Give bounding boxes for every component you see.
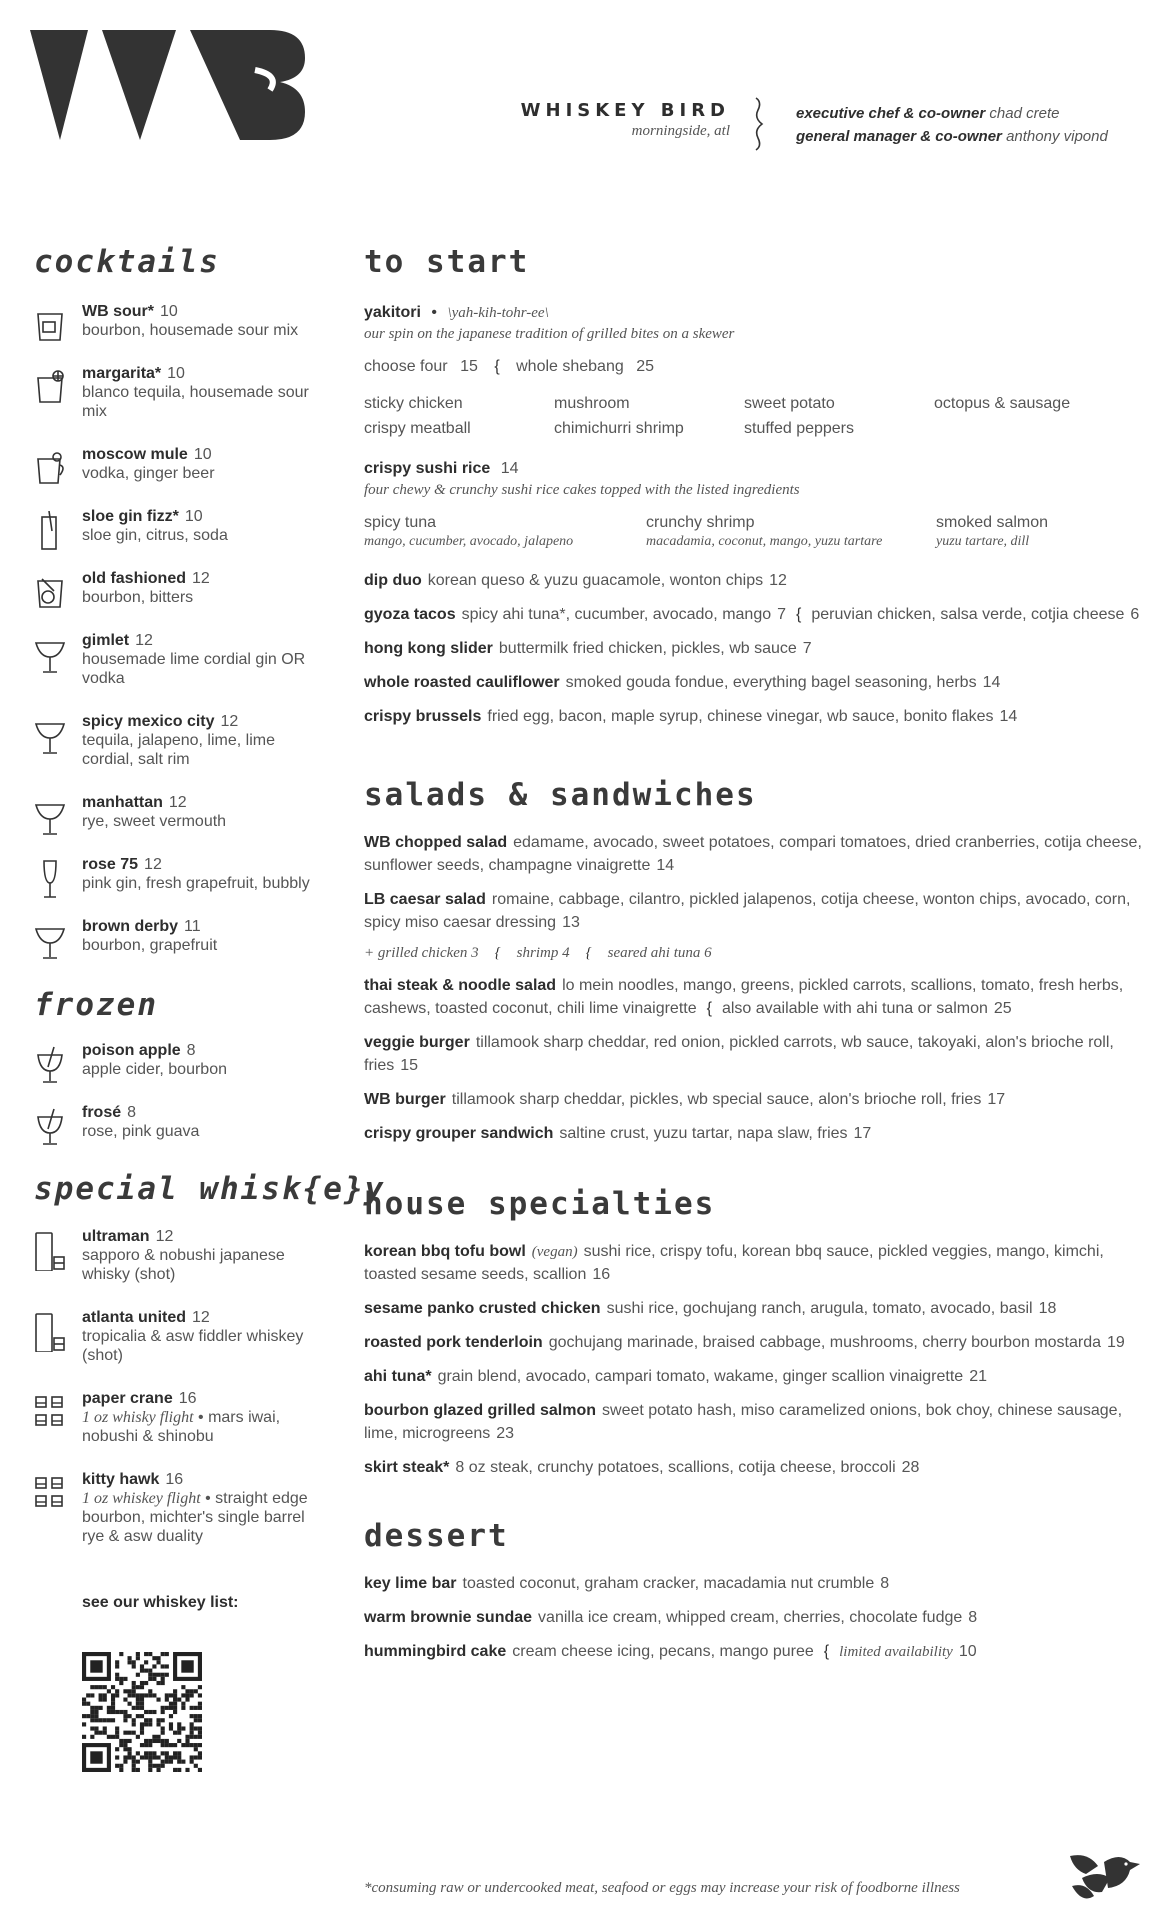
drink-item: atlanta united 12 tropicalia & asw fiddler whiskey (shot): [34, 1308, 324, 1365]
menu-item: skirt steak* 8 oz steak, crunchy potatoes, scallions, cotija cheese, broccoli 28: [364, 1459, 920, 1476]
bird-logo-icon: [1068, 1852, 1142, 1904]
sushi-rice-price: 14: [500, 460, 519, 477]
special-whiskey-title: special whisk{e}y: [34, 1171, 386, 1207]
yakitori-pronunciation: \yah-kih-tohr-ee\: [447, 305, 549, 321]
salad-addon: + grilled chicken 3: [364, 945, 479, 961]
special-whiskey-list: [34, 1227, 324, 1570]
brand-name: WHISKEY BIRD: [520, 100, 730, 121]
cocktail-list: [34, 302, 324, 979]
sushi-rice-name: crispy sushi rice: [364, 460, 491, 477]
yakitori-option: sweet potato: [744, 395, 835, 412]
drink-item: moscow mule 10 vodka, ginger beer: [34, 445, 324, 483]
menu-item: hong kong slider buttermilk fried chicken, pickles, wb sauce 7: [364, 640, 812, 657]
yakitori-option: stuffed peppers: [744, 420, 855, 437]
salad-items: [364, 831, 1154, 934]
yakitori-options: [364, 392, 1154, 440]
whiskey-list-label: see our whiskey list:: [82, 1594, 239, 1611]
yakitori-option: chimichurri shrimp: [554, 420, 684, 437]
drink-item: poison apple 8 apple cider, bourbon: [34, 1041, 324, 1079]
menu-item: thai steak & noodle salad lo mein noodles, mango, greens, pickled carrots, scallions, tomato, fresh herbs, cashews, toasted coconut, chili lime vinaigrette { also available with ahi tuna or salmon 25: [364, 977, 1124, 1017]
menu-item: crispy grouper sandwich saltine crust, yuzu tartar, napa slaw, fries 17: [364, 1125, 872, 1142]
drink-item: paper crane 16 1 oz whisky flight • mars iwai, nobushi & shinobu: [34, 1389, 324, 1446]
sushi-rice-block: [364, 458, 1154, 551]
menu-item: veggie burger tillamook sharp cheddar, red onion, pickled carrots, wb sauce, takoyaki, alon's brioche roll, fries 15: [364, 1034, 1114, 1074]
sushi-rice-options: [364, 514, 1154, 551]
rocks-glass-icon: [34, 306, 66, 346]
drink-item: margarita* 10 blanco tequila, housemade sour mix: [34, 364, 324, 421]
salads-title: salads & sandwiches: [364, 777, 757, 813]
menu-item: key lime bar toasted coconut, graham cracker, macadamia nut crumble 8: [364, 1575, 890, 1592]
to-start-title: to start: [364, 244, 530, 280]
salad-addon: shrimp 4: [516, 945, 570, 961]
footnote: *consuming raw or undercooked meat, seafood or eggs may increase your risk of foodborne illness: [364, 1880, 960, 1896]
menu-item: LB caesar salad romaine, cabbage, cilantro, pickled jalapenos, cotija cheese, wonton chips, avocado, corn, spicy miso caesar dressing 13: [364, 891, 1131, 931]
sushi-rice-option: crunchy shrimp macadamia, coconut, mango, yuzu tartare: [646, 514, 883, 549]
drink-item: gimlet 12 housemade lime cordial gin OR vodka: [34, 631, 324, 688]
food-column: [364, 244, 1154, 1674]
menu-item: WB chopped salad edamame, avocado, sweet potatoes, compari tomatoes, dried cranberries, cotija cheese, sunflower seeds, champagne vinaigrette 14: [364, 834, 1142, 874]
yakitori-pricing: choose four 15 { whole shebang 25: [364, 358, 654, 375]
menu-item: dip duo korean queso & yuzu guacamole, wonton chips 12: [364, 572, 787, 589]
drink-item: WB sour* 10 bourbon, housemade sour mix: [34, 302, 324, 340]
staff-line: executive chef & co-owner chad crete: [796, 105, 1060, 122]
drinks-column: [34, 244, 386, 1612]
menu-item: warm brownie sundae vanilla ice cream, whipped cream, cherries, chocolate fudge 8: [364, 1609, 978, 1626]
menu-item: whole roasted cauliflower smoked gouda fondue, everything bagel seasoning, herbs 14: [364, 674, 1001, 691]
coupe-glass-icon: [34, 716, 66, 756]
drink-item: rose 75 12 pink gin, fresh grapefruit, bubbly: [34, 855, 324, 893]
mule-mug-icon: [34, 449, 66, 489]
coupe-glass-icon: [34, 797, 66, 837]
yakitori-desc: our spin on the japanese tradition of grilled bites on a skewer: [364, 326, 735, 342]
brand-location: morningside, atl: [631, 123, 730, 139]
margarita-glass-icon: [34, 368, 66, 408]
dessert-items: [364, 1572, 1154, 1629]
yakitori-option: octopus & sausage: [934, 395, 1071, 412]
coupe-glass-icon: [34, 921, 66, 961]
yakitori-option: mushroom: [554, 395, 630, 412]
menu-item: hummingbird cake cream cheese icing, pecans, mango puree { limited availability 10: [364, 1643, 977, 1660]
drink-item: ultraman 12 sapporo & nobushi japanese whisky (shot): [34, 1227, 324, 1284]
menu-item: gyoza tacos spicy ahi tuna*, cucumber, avocado, mango 7 { peruvian chicken, salsa verde, cotjia cheese 6: [364, 606, 1140, 623]
yakitori-name: yakitori: [364, 304, 421, 321]
sushi-rice-desc: four chewy & crunchy sushi rice cakes topped with the listed ingredients: [364, 482, 800, 498]
frozen-title: frozen: [34, 987, 158, 1023]
salad-addon: seared ahi tuna 6: [607, 945, 712, 961]
menu-item: bourbon glazed grilled salmon sweet potato hash, miso caramelized onions, bok choy, chinese sausage, lime, microgreens 23: [364, 1402, 1123, 1442]
drink-item: sloe gin fizz* 10 sloe gin, citrus, soda: [34, 507, 324, 545]
drink-item: frosé 8 rose, pink guava: [34, 1103, 324, 1141]
separator: {: [494, 358, 500, 375]
house-specialty-items: [364, 1240, 1154, 1479]
sushi-rice-option: smoked salmon yuzu tartare, dill: [936, 514, 1049, 549]
bullet: •: [431, 304, 437, 321]
drink-item: old fashioned 12 bourbon, bitters: [34, 569, 324, 607]
salad-addons: + grilled chicken 3 { shrimp 4 { seared ahi tuna 6: [364, 945, 712, 961]
drink-item: manhattan 12 rye, sweet vermouth: [34, 793, 324, 831]
menu-item: roasted pork tenderloin gochujang marinade, braised cabbage, mushrooms, cherry bourbon mostarda 19: [364, 1334, 1125, 1351]
staff-credits: [796, 102, 1108, 148]
frozen-glass-icon: [34, 1045, 66, 1085]
beer-and-shot-icon: [34, 1312, 66, 1352]
whiskey-bird-logo-icon: [30, 30, 310, 145]
starter-items: [364, 569, 1154, 728]
menu-item: WB burger tillamook sharp cheddar, pickles, wb special sauce, alon's brioche roll, fries 17: [364, 1091, 1006, 1108]
menu-item: sesame panko crusted chicken sushi rice, gochujang ranch, arugula, tomato, avocado, basil 18: [364, 1300, 1057, 1317]
yakitori-option: crispy meatball: [364, 420, 471, 437]
yakitori-option: sticky chicken: [364, 395, 463, 412]
qr-code-icon[interactable]: [82, 1652, 202, 1772]
collins-glass-icon: [34, 511, 66, 551]
frozen-glass-icon: [34, 1107, 66, 1147]
house-specialties-title: house specialties: [364, 1186, 716, 1222]
dessert-title: dessert: [364, 1518, 509, 1554]
flute-glass-icon: [34, 859, 66, 899]
sushi-rice-option: spicy tuna mango, cucumber, avocado, jalapeno: [364, 514, 574, 549]
curly-brace-icon: [752, 96, 766, 152]
beer-and-shot-icon: [34, 1231, 66, 1271]
brand-block: [500, 100, 730, 140]
sandwich-items: [364, 1031, 1154, 1145]
old-fashioned-glass-icon: [34, 573, 66, 613]
drink-item: brown derby 11 bourbon, grapefruit: [34, 917, 324, 955]
menu-item: ahi tuna* grain blend, avocado, campari tomato, wakame, ginger scallion vinaigrette 21: [364, 1368, 987, 1385]
staff-line: general manager & co-owner anthony vipond: [796, 128, 1108, 145]
menu-item: korean bbq tofu bowl (vegan) sushi rice, crispy tofu, korean bbq sauce, pickled veggies, mango, kimchi, toasted sesame seeds, scallion 16: [364, 1243, 1104, 1283]
drink-item: spicy mexico city 12 tequila, jalapeno, lime, lime cordial, salt rim: [34, 712, 324, 769]
coupe-glass-icon: [34, 635, 66, 675]
flight-icon: [34, 1474, 66, 1514]
cocktails-title: cocktails: [34, 244, 220, 280]
frozen-list: [34, 1041, 324, 1165]
yakitori-block: [364, 302, 1154, 440]
drink-item: kitty hawk 16 1 oz whiskey flight • straight edge bourbon, michter's single barrel rye & asw duality: [34, 1470, 324, 1546]
menu-item: crispy brussels fried egg, bacon, maple syrup, chinese vinegar, wb sauce, bonito flakes 14: [364, 708, 1018, 725]
flight-icon: [34, 1393, 66, 1433]
